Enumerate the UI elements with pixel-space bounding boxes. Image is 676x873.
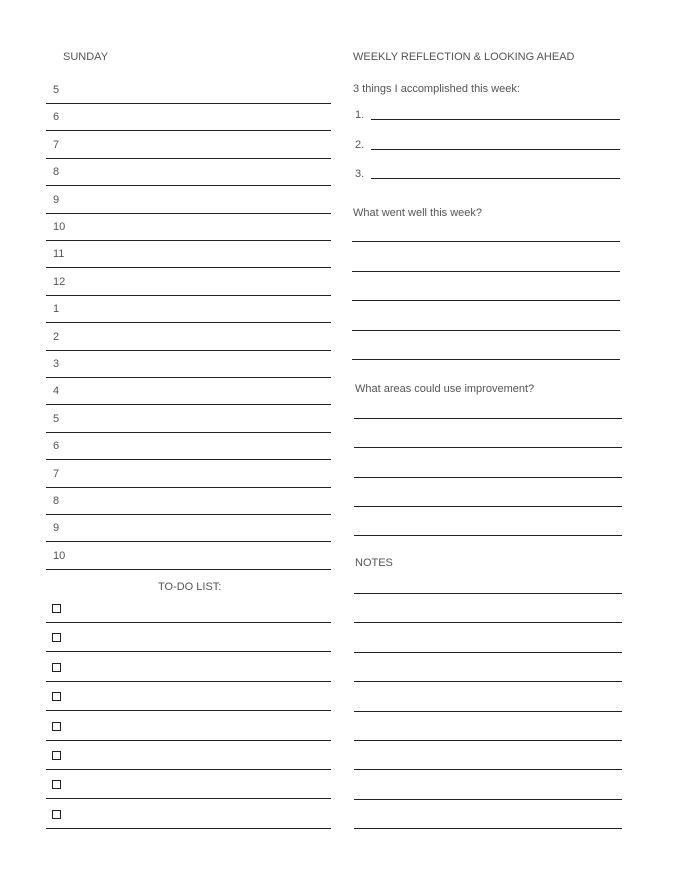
hour-line[interactable]	[46, 569, 331, 570]
improve-line[interactable]	[354, 506, 622, 507]
hour-label: 9	[53, 193, 60, 206]
hour-line[interactable]	[46, 267, 331, 268]
todo-line[interactable]	[46, 651, 331, 652]
notes-line[interactable]	[354, 828, 622, 829]
hour-label: 4	[53, 385, 60, 398]
hour-line[interactable]	[46, 377, 331, 378]
notes-line[interactable]	[354, 769, 622, 770]
hour-line[interactable]	[46, 185, 331, 186]
todo-line[interactable]	[46, 681, 331, 682]
todo-line[interactable]	[46, 798, 331, 799]
hour-line[interactable]	[46, 322, 331, 323]
todo-line[interactable]	[46, 710, 331, 711]
notes-line[interactable]	[354, 740, 622, 741]
went-well-line[interactable]	[352, 359, 620, 360]
went-well-prompt: What went well this week?	[353, 207, 482, 219]
todo-line[interactable]	[46, 828, 331, 829]
hour-line[interactable]	[46, 514, 331, 515]
accomplished-line[interactable]	[371, 149, 620, 150]
todo-line[interactable]	[46, 769, 331, 770]
hour-label: 3	[53, 358, 60, 370]
hour-line[interactable]	[46, 487, 331, 488]
hour-label: 12	[53, 275, 66, 288]
notes-title: NOTES	[355, 557, 393, 569]
improve-line[interactable]	[354, 418, 622, 419]
hour-line[interactable]	[46, 541, 331, 542]
day-title: SUNDAY	[63, 51, 109, 63]
improve-line[interactable]	[354, 477, 622, 478]
went-well-line[interactable]	[352, 330, 620, 331]
hour-line[interactable]	[46, 158, 331, 159]
hour-label: 10	[53, 221, 66, 233]
went-well-line[interactable]	[352, 241, 620, 242]
notes-line[interactable]	[354, 622, 622, 623]
todo-checkbox[interactable]	[52, 722, 61, 731]
hour-label: 7	[53, 467, 60, 480]
hour-label: 8	[53, 166, 60, 179]
hour-line[interactable]	[46, 295, 331, 296]
hour-label: 9	[53, 522, 60, 535]
accomplished-number: 2.	[355, 138, 365, 151]
hour-line[interactable]	[46, 130, 331, 131]
notes-line[interactable]	[354, 711, 622, 712]
hour-label: 2	[53, 330, 60, 343]
notes-line[interactable]	[354, 681, 622, 682]
todo-line[interactable]	[46, 622, 331, 623]
accomplished-number: 1.	[355, 109, 365, 121]
todo-checkbox[interactable]	[52, 604, 61, 613]
hour-label: 1	[53, 303, 60, 316]
hour-label: 5	[53, 84, 60, 96]
notes-line[interactable]	[354, 799, 622, 800]
accomplished-prompt: 3 things I accomplished this week:	[353, 83, 520, 95]
hour-line[interactable]	[46, 432, 331, 433]
hour-label: 10	[53, 549, 66, 562]
todo-checkbox[interactable]	[52, 751, 61, 760]
hour-line[interactable]	[46, 213, 331, 214]
todo-checkbox[interactable]	[52, 780, 61, 789]
notes-line[interactable]	[354, 652, 622, 653]
hour-label: 6	[53, 111, 60, 124]
todo-checkbox[interactable]	[52, 810, 61, 819]
improve-line[interactable]	[354, 447, 622, 448]
went-well-line[interactable]	[352, 300, 620, 301]
hour-line[interactable]	[46, 459, 331, 460]
hour-label: 11	[53, 248, 65, 261]
hour-label: 5	[53, 412, 60, 425]
hour-label: 6	[53, 440, 60, 453]
accomplished-line[interactable]	[371, 178, 620, 179]
hour-label: 8	[53, 495, 60, 507]
todo-checkbox[interactable]	[52, 633, 61, 642]
accomplished-number: 3.	[355, 168, 365, 180]
accomplished-line[interactable]	[371, 119, 620, 120]
hour-line[interactable]	[46, 103, 331, 104]
improve-prompt: What areas could use improvement?	[355, 383, 535, 395]
todo-title: TO-DO LIST:	[158, 581, 222, 593]
hour-label: 7	[53, 138, 60, 151]
todo-checkbox[interactable]	[52, 692, 61, 701]
notes-line[interactable]	[354, 593, 622, 594]
went-well-line[interactable]	[352, 271, 620, 272]
todo-checkbox[interactable]	[52, 663, 61, 672]
hour-line[interactable]	[46, 404, 331, 405]
reflection-title: WEEKLY REFLECTION & LOOKING AHEAD	[353, 51, 575, 63]
todo-line[interactable]	[46, 740, 331, 741]
hour-line[interactable]	[46, 240, 331, 241]
improve-line[interactable]	[354, 535, 622, 536]
hour-line[interactable]	[46, 350, 331, 351]
